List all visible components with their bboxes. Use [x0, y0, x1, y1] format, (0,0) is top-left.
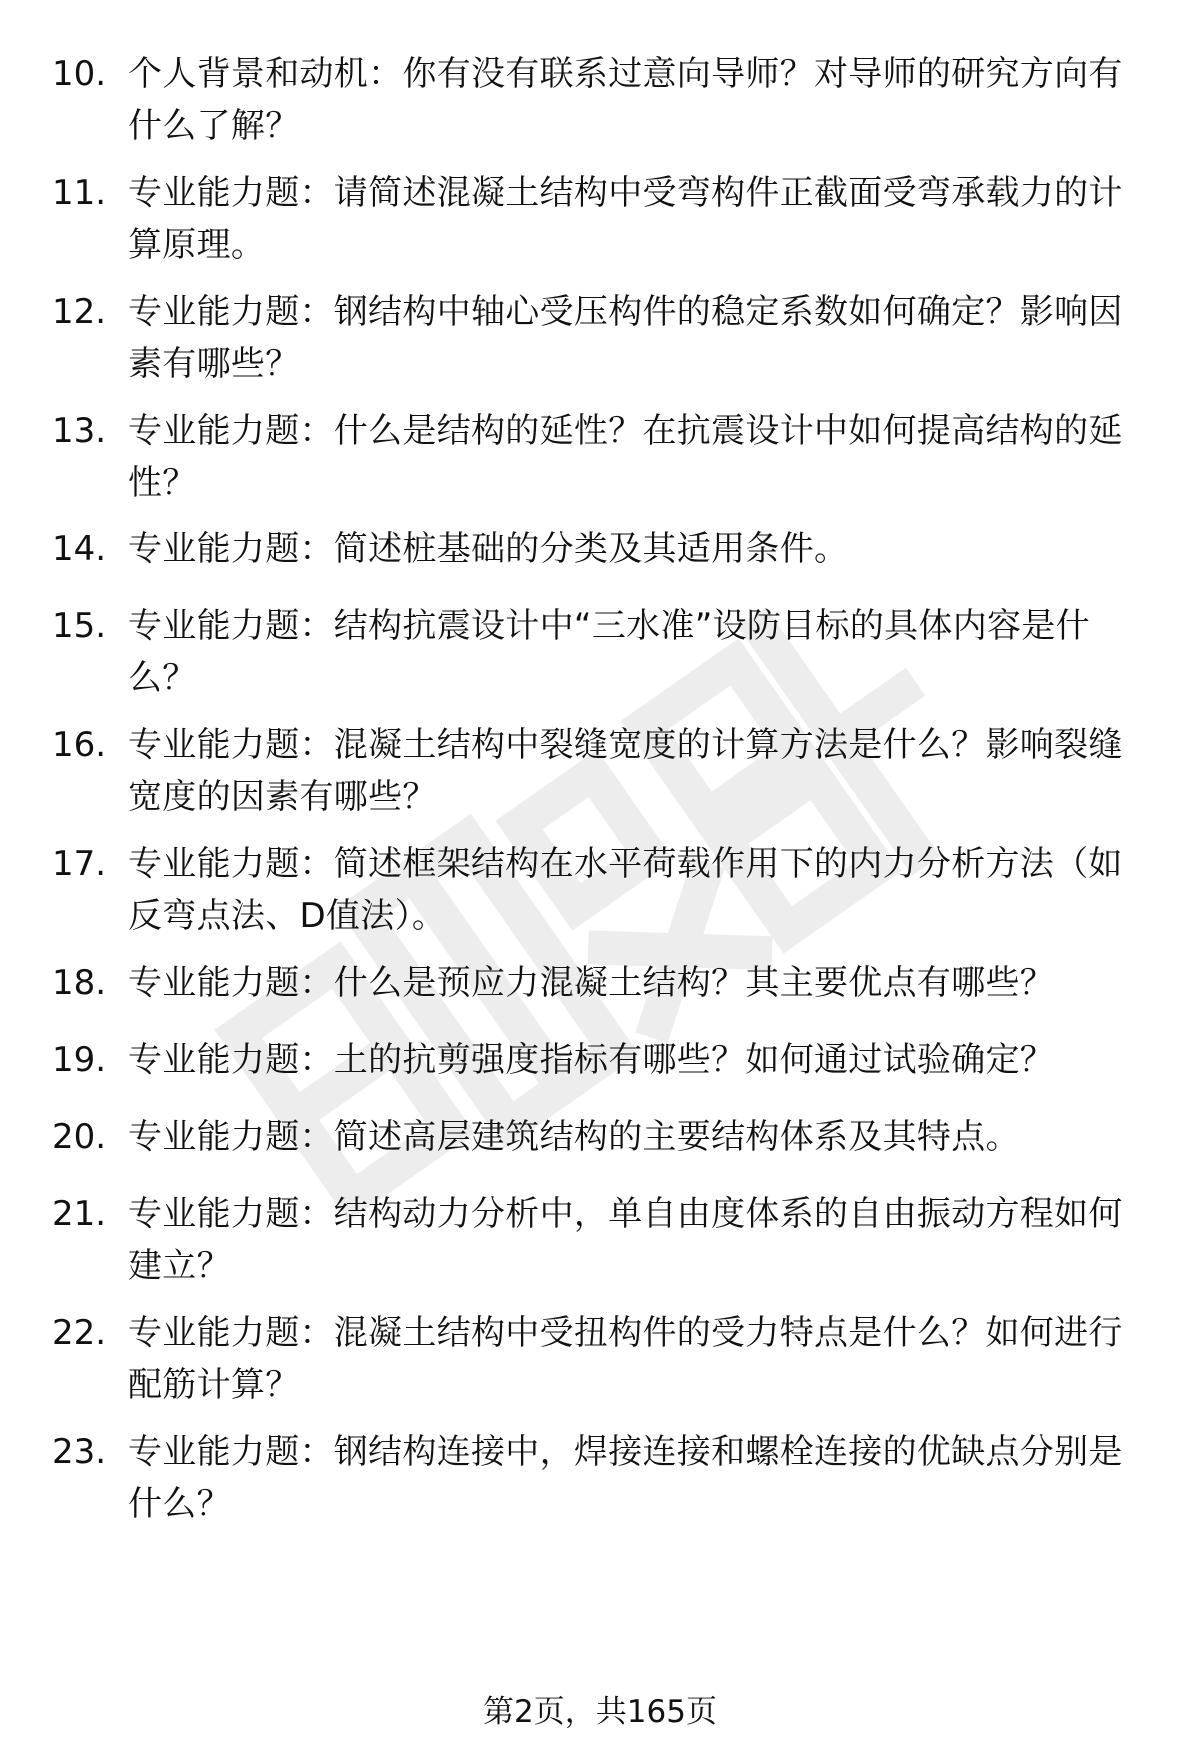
- question-text: 专业能力题：土的抗剪强度指标有哪些？如何通过试验确定？: [128, 1040, 1055, 1080]
- question-number: 15.: [52, 606, 107, 646]
- question-number: 18.: [52, 963, 107, 1003]
- list-item: [0, 838, 1200, 942]
- list-item: [0, 405, 1200, 509]
- list-item: [0, 1426, 1200, 1530]
- list-item: [0, 167, 1200, 271]
- question-number: 22.: [52, 1313, 107, 1353]
- question-number: 13.: [52, 411, 107, 451]
- question-number: 23.: [52, 1432, 107, 1472]
- list-item: [0, 1307, 1200, 1411]
- question-text: 专业能力题：钢结构连接中，焊接连接和螺栓连接的优缺点分别是什么？: [128, 1432, 1123, 1524]
- question-text: 专业能力题：简述高层建筑结构的主要结构体系及其特点。: [128, 1117, 1020, 1157]
- list-item: [0, 48, 1200, 152]
- list-item: [0, 1111, 1200, 1163]
- question-text: 专业能力题：什么是预应力混凝土结构？其主要优点有哪些？: [128, 963, 1055, 1003]
- question-text: 专业能力题：结构动力分析中，单自由度体系的自由振动方程如何建立？: [128, 1194, 1123, 1286]
- question-number: 11.: [52, 173, 107, 213]
- list-item: [0, 600, 1200, 704]
- question-number: 17.: [52, 844, 107, 884]
- page-number-footer: 第2页，共165页: [483, 1694, 717, 1730]
- question-number: 20.: [52, 1117, 107, 1157]
- question-text: 专业能力题：混凝土结构中受扭构件的受力特点是什么？如何进行配筋计算？: [128, 1313, 1123, 1405]
- list-item: [0, 1188, 1200, 1292]
- question-text: 个人背景和动机：你有没有联系过意向导师？对导师的研究方向有什么了解？: [128, 54, 1123, 146]
- question-text: 专业能力题：什么是结构的延性？在抗震设计中如何提高结构的延性？: [128, 411, 1123, 503]
- question-number: 16.: [52, 725, 107, 765]
- list-item: [0, 286, 1200, 390]
- question-number: 12.: [52, 292, 107, 332]
- question-number: 21.: [52, 1194, 107, 1234]
- list-item: [0, 957, 1200, 1009]
- question-text: 专业能力题：简述桩基础的分类及其适用条件。: [128, 529, 849, 569]
- question-text: 专业能力题：请简述混凝土结构中受弯构件正截面受弯承载力的计算原理。: [128, 173, 1123, 265]
- question-text: 专业能力题：混凝土结构中裂缝宽度的计算方法是什么？影响裂缝宽度的因素有哪些？: [128, 725, 1123, 817]
- list-item: [0, 719, 1200, 823]
- list-item: [0, 1034, 1200, 1086]
- list-item: [0, 523, 1200, 575]
- question-number: 19.: [52, 1040, 107, 1080]
- question-text: 专业能力题：钢结构中轴心受压构件的稳定系数如何确定？影响因素有哪些？: [128, 292, 1123, 384]
- question-number: 14.: [52, 529, 107, 569]
- question-number: 10.: [52, 54, 107, 94]
- question-text: 专业能力题：简述框架结构在水平荷载作用下的内力分析方法（如反弯点法、D值法）。: [128, 844, 1123, 936]
- question-text: 专业能力题：结构抗震设计中“三水准”设防目标的具体内容是什么？: [128, 606, 1090, 698]
